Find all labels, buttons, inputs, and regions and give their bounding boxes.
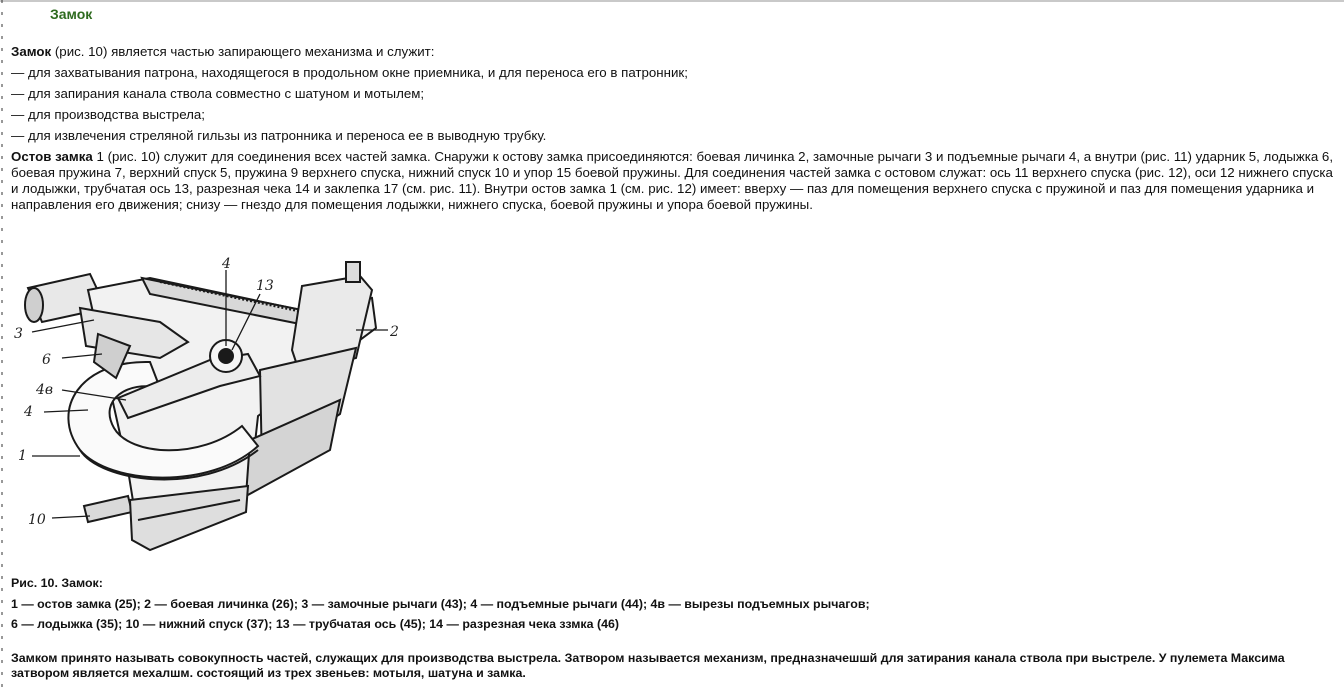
figure-label: 4	[24, 404, 33, 420]
function-item: — для запирания канала ствола совместно с шатуном и мотылем;	[11, 86, 425, 101]
top-divider	[0, 0, 1344, 2]
body-frame-term: Остов замка	[11, 149, 93, 164]
figure-label: 10	[28, 512, 46, 528]
closing-paragraph: Замком принято называть совокупность частей, служащих для производства выстрела. Затвором называется механизм, предназначешшй для затирания канала ствола при выстреле. У пулемета Максима затвором является мехалшм. состоящий из трех звеньев: мотыля, шатуна и замка.	[11, 651, 1285, 680]
lock-illustration	[10, 250, 410, 565]
figure-caption-title: Рис. 10. Замок:	[11, 576, 103, 590]
left-edge-ornament	[0, 0, 4, 691]
section-title: Замок	[50, 6, 93, 22]
intro-term: Замок	[11, 44, 52, 59]
figure-label: 6	[42, 352, 51, 368]
function-item: — для извлечения стреляной гильзы из патронника и переноса ее в выводную трубку.	[11, 128, 547, 143]
function-item: — для захватывания патрона, находящегося в продольном окне приемника, и для переноса его в патронник;	[11, 65, 688, 80]
body-frame-text: 1 (рис. 10) служит для соединения всех частей замка. Снаружи к остову замка присоединяются: боевая личинка 2, замочные рычаги 3 и подъемные рычаги 4, а внутри (рис. 11) ударник 5, лодыжка 6, боевая пружина 7, верхний спуск 5, пружина 9 верхнего спуска, нижний спуск 10 и упор 15 боевой пружины. Для соединения частей замка с остовом служат: ось 11 верхнего спуска (рис. 12), оси 12 нижнего спуска и лодыжки, трубчатая ось 13, разрезная чека 14 и заклепка 17 (см. рис. 11). Внутри остов замка 1 (см. рис. 12) имеет: вверху — паз для помещения верхнего спуска с пружиной и паз для помещения ударника и направления его движения; снизу — гнездо для помещения лодыжки, нижнего спуска, боевой пружины и упора боевой пружины.	[11, 149, 1334, 212]
function-item: — для производства выстрела;	[11, 107, 205, 122]
figure-label: 3	[14, 326, 23, 342]
intro-text: (рис. 10) является частью запирающего механизма и служит:	[51, 44, 435, 59]
intro-paragraph	[11, 44, 434, 60]
figure-label: 4	[222, 256, 231, 272]
figure-label: 2	[390, 324, 399, 340]
body-frame-paragraph	[11, 149, 1339, 213]
figure-label: 13	[256, 278, 274, 294]
figure-caption-line: 6 — лодыжка (35); 10 — нижний спуск (37); 13 — трубчатая ось (45); 14 — разрезная чека ззмка (46)	[11, 617, 619, 631]
figure-caption-line: 1 — остов замка (25); 2 — боевая личинка (26); 3 — замочные рычаги (43); 4 — подъемные рычаги (44); 4в — вырезы подъемных рычагов;	[11, 597, 870, 611]
figure-label: 1	[18, 448, 27, 464]
figure-label: 4в	[36, 382, 54, 398]
